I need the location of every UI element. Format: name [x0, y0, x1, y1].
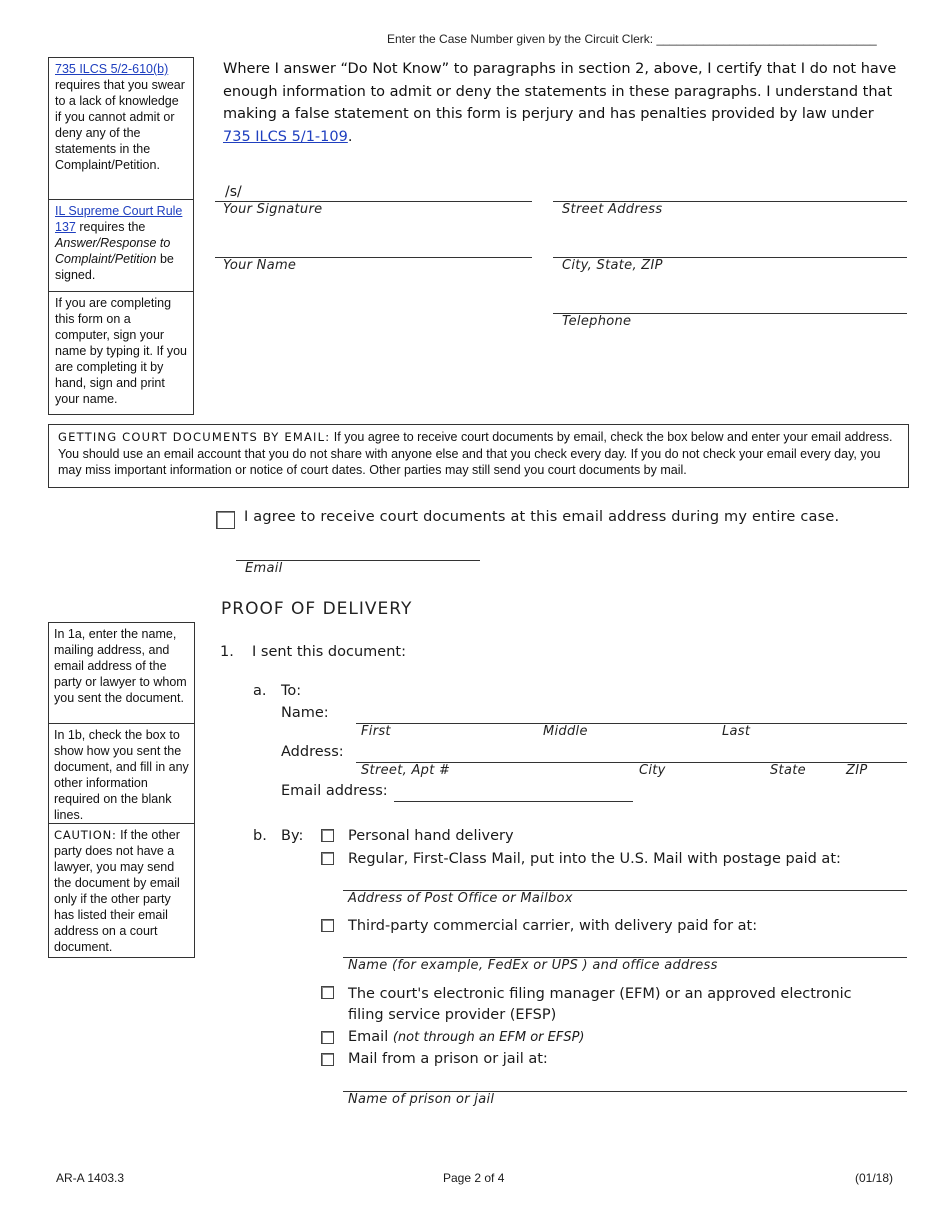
- sidebar-note-text: requires that you swear to a lack of knowledge if you cannot admit or deny any of the statements in the Complaint/Petition.: [55, 78, 185, 172]
- first-class-mail-label: Regular, First-Class Mail, put into the U.S. Mail with postage paid at:: [348, 851, 841, 867]
- recipient-email-line[interactable]: [394, 801, 633, 802]
- page-number: Page 2 of 4: [443, 1171, 505, 1185]
- sidebar-note-answer-law: [48, 57, 194, 200]
- sidebar-note-text: In 1a, enter the name, mailing address, and email address of the party or lawyer to whom you sent the document.: [54, 627, 187, 705]
- email-notice-box: [48, 424, 909, 488]
- case-number-header: [387, 32, 877, 46]
- item-b-letter: b.: [253, 828, 267, 844]
- email-notice-heading: GETTING COURT DOCUMENTS BY EMAIL:: [58, 430, 331, 444]
- email-delivery-text: Email: [348, 1029, 389, 1045]
- sidebar-note-caution: [48, 823, 195, 958]
- sidebar-note-1b: [48, 723, 195, 824]
- middle-caption: Middle: [543, 724, 588, 739]
- commercial-carrier-checkbox[interactable]: [321, 919, 334, 932]
- sidebar-note-text: If the other party does not have a lawyer, you may send the document by email only if the other party has listed their email address on a court document.: [54, 828, 180, 954]
- email-agree-checkbox[interactable]: [216, 511, 235, 529]
- form-date: (01/18): [855, 1171, 894, 1185]
- email-notice-text: If you agree to receive court documents by email, check the box below and enter your email address. You should use an email account that you do not share with anyone else and that you check every day. If you do not check your email every day, you may miss important information or notice of court dates. Other parties may still send you court documents by mail.: [58, 430, 893, 477]
- personal-delivery-label: Personal hand delivery: [348, 828, 514, 844]
- signature-value[interactable]: /s/: [225, 184, 242, 200]
- caution-heading: CAUTION:: [54, 828, 117, 842]
- perjury-statute-link[interactable]: 735 ILCS 5/1-109: [223, 128, 348, 145]
- your-name-caption: Your Name: [223, 258, 297, 273]
- sidebar-note-text: be signed.: [55, 252, 174, 282]
- certification-period: .: [347, 128, 353, 145]
- commercial-carrier-label: Third-party commercial carrier, with delivery paid for at:: [348, 918, 758, 934]
- rule-137-link[interactable]: IL Supreme Court Rule 137: [55, 204, 183, 234]
- email-caption: Email: [245, 561, 283, 576]
- personal-delivery-checkbox[interactable]: [321, 829, 334, 842]
- street-address-caption: Street Address: [562, 202, 663, 217]
- name-label: Name:: [281, 705, 329, 721]
- email-delivery-note: (not through an EFM or EFSP): [392, 1030, 585, 1045]
- form-id: AR-A 1403.3: [56, 1171, 125, 1185]
- your-signature-caption: Your Signature: [223, 202, 323, 217]
- post-office-caption: Address of Post Office or Mailbox: [348, 891, 573, 906]
- email-agree-label: I agree to receive court documents at this email address during my entire case.: [244, 509, 840, 525]
- recipient-name-line[interactable]: [356, 723, 907, 724]
- efm-checkbox[interactable]: [321, 986, 334, 999]
- first-caption: First: [361, 724, 391, 739]
- efm-label: The court's electronic filing manager (EFM) or an approved electronic filing service provider (EFSP): [348, 986, 852, 1023]
- zip-caption: ZIP: [846, 763, 868, 778]
- first-class-mail-checkbox[interactable]: [321, 852, 334, 865]
- telephone-caption: Telephone: [562, 314, 632, 329]
- email-delivery-label: [348, 1029, 585, 1045]
- to-label: To:: [281, 683, 302, 699]
- item-a-letter: a.: [253, 683, 267, 699]
- state-caption: State: [770, 763, 806, 778]
- certification-text: Where I answer “Do Not Know” to paragraphs in section 2, above, I certify that I do not have enough information to admit or deny the statements in these paragraphs. I understand that making a false statement on this form is perjury and has penalties provided by law under: [223, 61, 897, 122]
- prison-mail-label: Mail from a prison or jail at:: [348, 1051, 548, 1067]
- sidebar-note-rule-137: [48, 199, 194, 292]
- carrier-caption: Name (for example, FedEx or UPS ) and office address: [348, 958, 718, 973]
- sidebar-note-text: requires the: [79, 220, 146, 234]
- prison-name-caption: Name of prison or jail: [348, 1092, 495, 1107]
- city-caption: City: [639, 763, 666, 778]
- sidebar-note-signing: [48, 291, 194, 415]
- prison-mail-checkbox[interactable]: [321, 1053, 334, 1066]
- last-caption: Last: [722, 724, 751, 739]
- email-address-label: Email address:: [281, 783, 388, 799]
- sidebar-note-text: If you are completing this form on a computer, sign your name by typing it. If you are completing it by hand, sign and print your name.: [55, 296, 188, 406]
- sidebar-note-1a: [48, 622, 195, 724]
- certification-paragraph: [223, 58, 903, 148]
- address-label: Address:: [281, 744, 344, 760]
- case-number-label: Enter the Case Number given by the Circuit Clerk:: [387, 32, 654, 46]
- city-state-zip-caption: City, State, ZIP: [562, 258, 663, 273]
- proof-of-delivery-title: PROOF OF DELIVERY: [221, 599, 413, 619]
- email-delivery-checkbox[interactable]: [321, 1031, 334, 1044]
- sidebar-note-italic: Answer/Response to Complaint/Petition: [55, 236, 171, 266]
- case-number-field[interactable]: _________________________________: [656, 32, 877, 46]
- sidebar-note-text: In 1b, check the box to show how you sent the document, and fill in any other information required on the blank lines.: [54, 728, 189, 822]
- item-1-number: 1.: [220, 644, 234, 660]
- by-label: By:: [281, 828, 304, 844]
- street-apt-caption: Street, Apt #: [361, 763, 451, 778]
- statute-link-2-610[interactable]: 735 ILCS 5/2-610(b): [55, 62, 169, 76]
- item-1-text: I sent this document:: [252, 644, 406, 660]
